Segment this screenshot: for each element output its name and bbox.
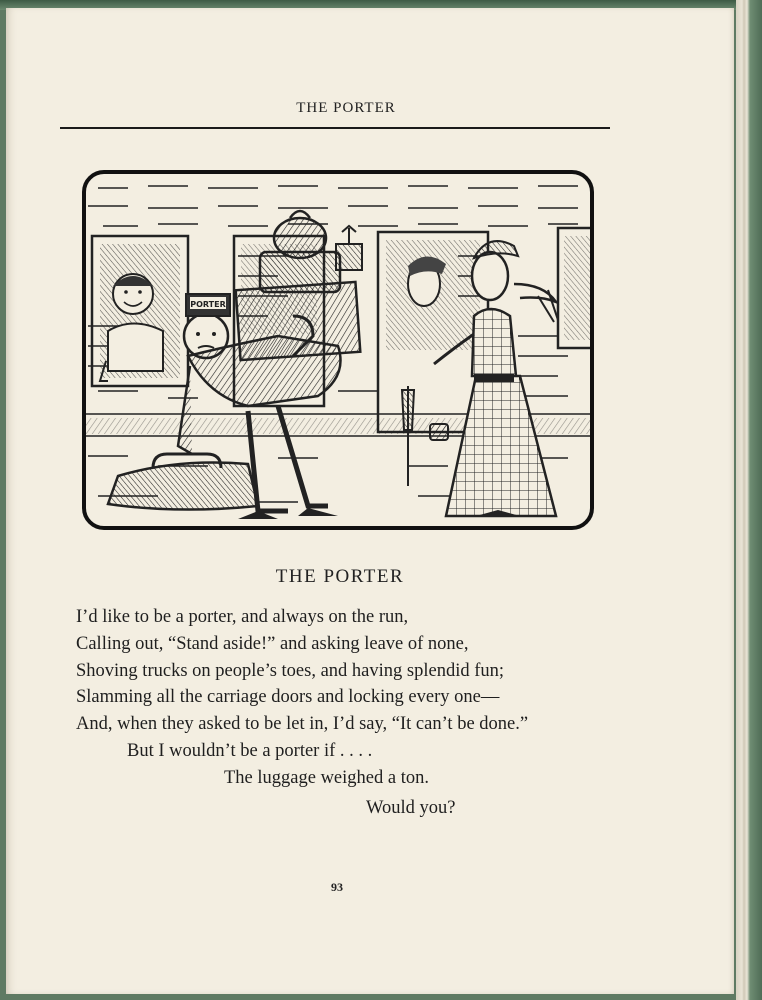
poem-line: The luggage weighed a ton.	[224, 767, 429, 788]
porter-cap-text: PORTER	[190, 300, 226, 309]
page-number: 93	[331, 880, 343, 894]
book-page	[6, 8, 734, 994]
header-rule	[60, 127, 610, 129]
running-head: THE PORTER	[296, 100, 396, 116]
poem-line: But I wouldn’t be a porter if . . . .	[127, 740, 373, 761]
poem-line: Shoving trucks on people’s toes, and having splendid fun;	[76, 660, 505, 681]
poem-line: And, when they asked to be let in, I’d say, “It can’t be done.”	[76, 714, 529, 735]
poem-line: I’d like to be a porter, and always on the run,	[76, 607, 409, 627]
poem-closing-question: Would you?	[366, 797, 456, 818]
window-left	[92, 236, 188, 386]
poem-title: THE PORTER	[275, 566, 405, 587]
book-page-edges	[736, 0, 762, 1000]
poem-body	[76, 604, 636, 821]
porter-illustration	[78, 166, 598, 534]
poem-line: Slamming all the carriage doors and locking every one—	[76, 687, 500, 708]
poem-line: Calling out, “Stand aside!” and asking leave of none,	[76, 633, 469, 654]
